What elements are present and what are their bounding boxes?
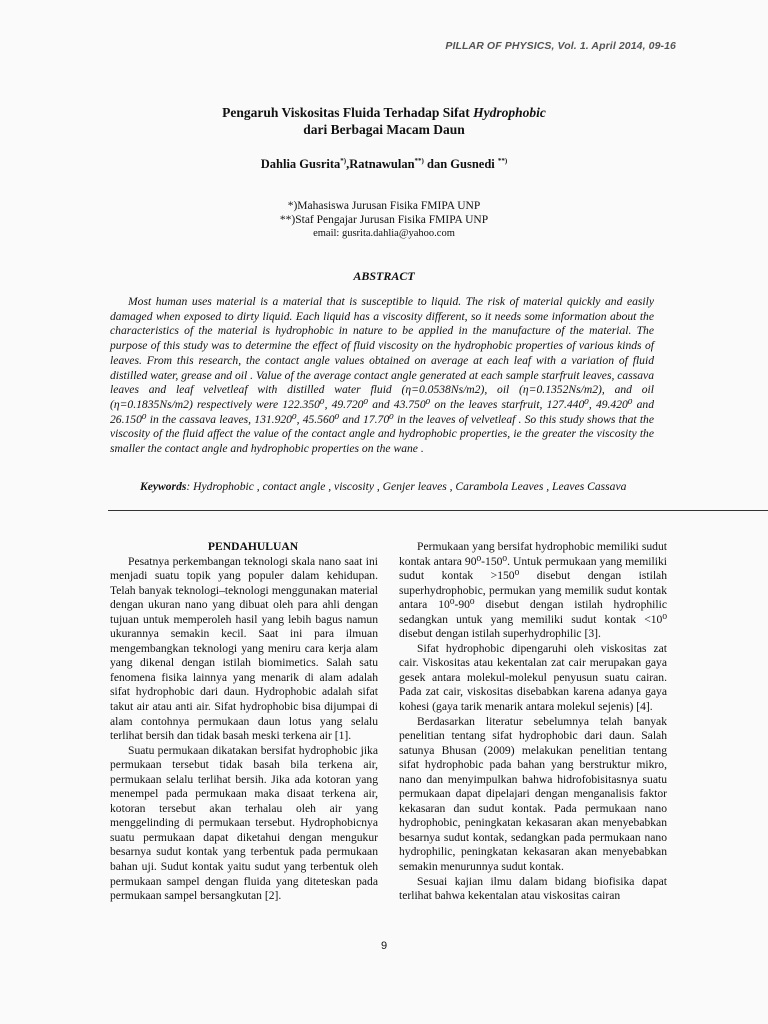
paragraph: Pesatnya perkembangan teknologi skala nano saat ini menjadi suatu topik yang populer dalam kehidupan. Telah banyak teknologi–teknologi menggunakan material dengan ukuran nano yang dibuat oleh para ahli dengan tujuan untuk memperoleh hasil yang lebih bagus namun ukurannya semakin kecil. Saat ini para ilmuan mengembangkan teknologi yang meniru cara kerja alam yang dikenal dengan istilah biomimetics. Salah satu fenomena fisika lainnya yang menarik di alam adalah sifat hydrophobic dari daun. Hydrophobic adalah sifat takut air atau anti air. Sifat hydrophobic bisa dijumpai di alam contohnya permukaan daun lotus yang selalu terlihat bersih dan tidak basah meski terkena air [1].: [110, 554, 378, 743]
journal-reference: PILLAR OF PHYSICS, Vol. 1. April 2014, 09-16: [445, 40, 676, 52]
author-1: Dahlia Gusrita: [260, 157, 341, 171]
section-divider: [108, 510, 768, 511]
keywords: [140, 480, 640, 494]
author-3: dan Gusnedi: [423, 157, 498, 171]
paragraph: Sifat hydrophobic dipengaruhi oleh viskositas zat cair. Viskositas atau kekentalan zat cair merupakan gaya gesek antara molekul-molekul penyusun suatu cairan. Pada zat cair, viskositas disebabkan karena adanya gaya kohesi (gaya tarik menarik antara molekul sejenis) [4].: [399, 641, 667, 714]
paragraph: Berdasarkan literatur sebelumnya telah banyak penelitian tentang sifat hydrophobic dari daun. Salah satunya Bhusan (2009) melakukan penelitian tentang sifat hydrophobic pada bahan yang berstruktur mikro, nano dan menyimpulkan bahwa hidrofobisitasnya suatu permukaan dapat dipelajari dengan menganalisis faktor kekasaran dan sudut kontak. Pada permukaan nano hydrophobic, peningkatan kekasaran akan menyebabkan besarnya sudut kontak, sedangkan pada permukaan nano hydrophilic, peningkatan kekasaran akan menyebabkan semakin menurunnya sudut kontak.: [399, 714, 667, 874]
keywords-text: : Hydrophobic , contact angle , viscosity , Genjer leaves , Carambola Leaves , Leaves Cassava: [186, 480, 627, 493]
keywords-label: Keywords: [140, 480, 187, 493]
author-email[interactable]: email: gusrita.dahlia@yahoo.com: [313, 228, 455, 239]
section-heading: PENDAHULUAN: [207, 540, 299, 553]
affiliation-1: *)Mahasiswa Jurusan Fisika FMIPA UNP: [287, 200, 481, 212]
author-list: Dahlia Gusrita*),Ratnawulan**) dan Gusnedi **): [260, 156, 508, 171]
affiliations: [0, 199, 768, 241]
abstract-heading: ABSTRACT: [353, 269, 415, 283]
paragraph: Permukaan yang bersifat hydrophobic memiliki sudut kontak antara 90⁰-150⁰. Untuk permukaan yang memiliki sudut kontak >150⁰ disebut dengan istilah superhydrophobic, permukan yang memilik sudut kontak antara 10⁰-90⁰ disebut dengan istilah hydrophilic sedangkan untuk yang memiliki sudut kontak <10⁰ disebut dengan istilah superhydrophilic [3].: [399, 540, 667, 641]
abstract-text: Most human uses material is a material that is susceptible to liquid. The risk of material quickly and easily damaged when exposed to dirty liquid. Each liquid has a viscosity different, so it needs some information about the characteristics of the material is hydrophobic in nature to be applied in the manufacture of the material. The purpose of this study was to determine the effect of fluid viscosity on the hydrophobic properties of various kinds of leaves. From this research, the contact angle values obtained on average at each leaf with a variation of fluid distilled water, grease and oil . Value of the average contact angle generated at each sample starfruit leaves, cassava leaves and leaf velvetleaf with distilled water fluid (η=0.0538Ns/m2), oil (η=0.1352Ns/m2), and oil (η=0.1835Ns/m2) respectively were 122.350⁰, 49.720⁰ and 43.750⁰ on the leaves starfruit, 127.440⁰, 49.420⁰ and 26.150⁰ in the cassava leaves, 131.920⁰, 45.560⁰ and 17.70⁰ in the leaves of velvetleaf . So this study shows that the viscosity of the fluid affect the value of the contact angle and hydrophobic properties, ie the greater the viscosity the smaller the contact angle and hydrophobic properties on the wane .: [110, 295, 654, 456]
body-column-right: [399, 540, 667, 904]
author-2: ,Ratnawulan: [346, 157, 415, 171]
body-column-left: [110, 540, 378, 904]
paragraph: Sesuai kajian ilmu dalam bidang biofisika dapat terlihat bahwa kekentalan atau viskositas cairan: [399, 874, 667, 903]
page-number: 9: [380, 940, 388, 952]
paper-title: [0, 104, 768, 138]
title-line-1: Pengaruh Viskositas Fluida Terhadap Sifat Hydrophobic: [222, 105, 546, 120]
paragraph: Suatu permukaan dikatakan bersifat hydrophobic jika permukaan tersebut tidak basah bila terkena air, permukaan selalu terlihat bersih. Jika ada kotoran yang menempel pada permukaan maka disaat terkena air, kotoran tersebut akan terhalau oleh air yang menggelinding di permukaan tersebut. Hydrophobicnya suatu permukaan dapat diketahui dengan mengukur besarnya sudut kontak yang terbentuk pada permukaan bahan uji. Sudut kontak yaitu sudut yang terbentuk oleh permukaan sampel dengan fluida yang diteteskan pada permukaan sampel bersangkutan [2].: [110, 743, 378, 903]
affiliation-2: **)Staf Pengajar Jurusan Fisika FMIPA UNP: [279, 214, 489, 226]
title-line-2: dari Berbagai Macam Daun: [303, 122, 465, 137]
